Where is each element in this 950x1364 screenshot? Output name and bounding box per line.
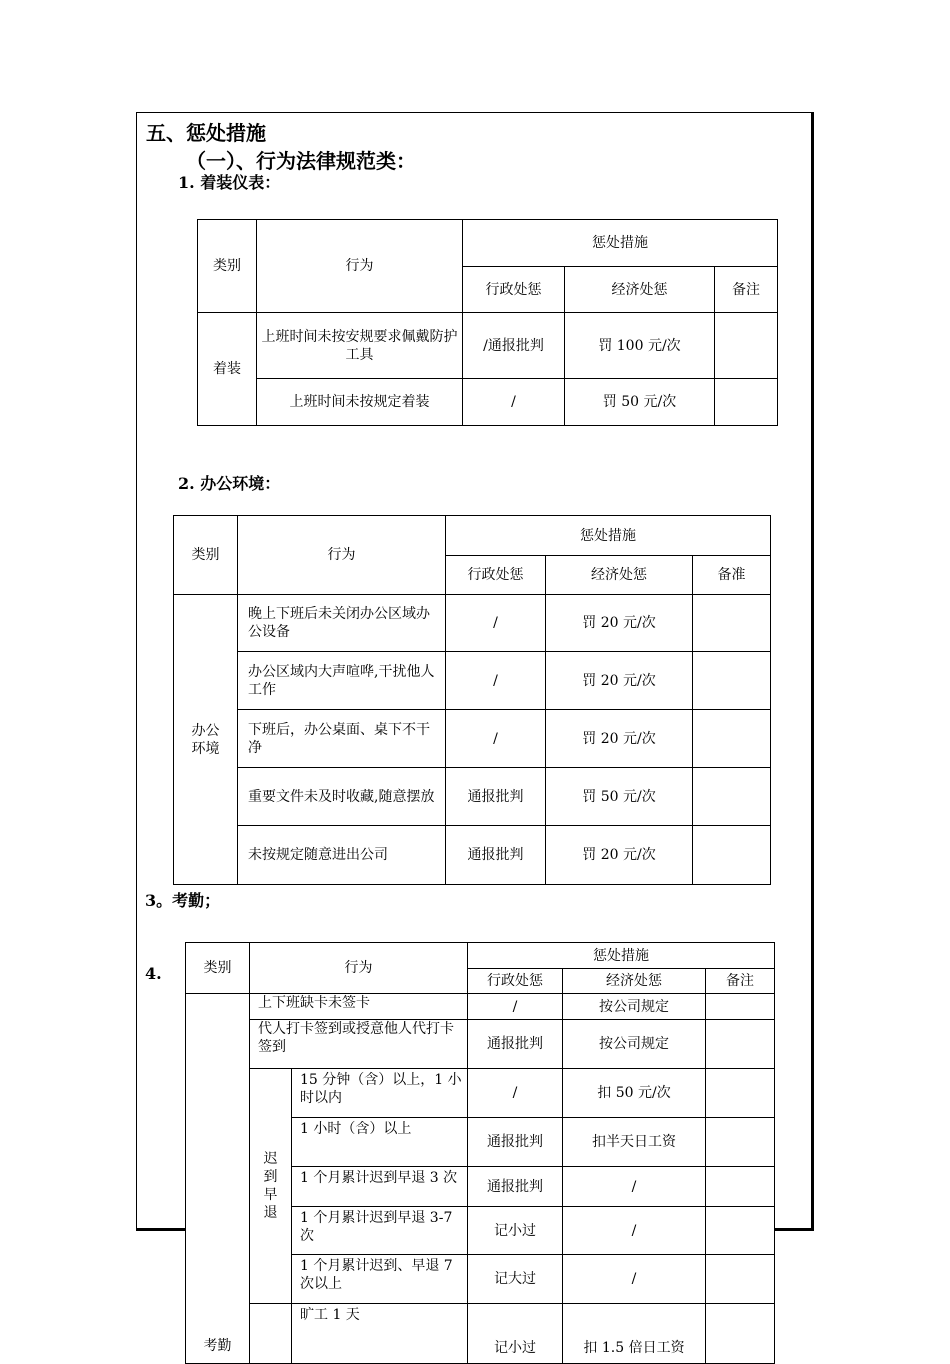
- behavior-cell: 晚上下班后未关闭办公区域办公设备: [238, 595, 446, 652]
- economic-cell: /: [563, 1167, 706, 1207]
- header-behavior: 行为: [250, 943, 468, 994]
- behavior-cell: 1 个月累计迟到早退 3 次: [292, 1167, 468, 1207]
- remark-cell: [706, 994, 775, 1020]
- admin-cell: /通报批判: [463, 313, 565, 379]
- header-measures: 惩处措施: [446, 516, 771, 556]
- behavior-cell: 重要文件未及时收藏,随意摆放: [238, 768, 446, 826]
- remark-cell: [693, 710, 771, 768]
- admin-cell: /: [463, 379, 565, 426]
- economic-cell: 罚 20 元/次: [546, 652, 693, 710]
- economic-cell: 按公司规定: [563, 994, 706, 1020]
- header-category: 类别: [198, 220, 257, 313]
- category-cell: 办公环境: [174, 595, 238, 885]
- header-remark: 备注: [715, 267, 778, 313]
- behavior-cell: 1 个月累计迟到、早退 7 次以上: [292, 1255, 468, 1304]
- behavior-cell: 上下班缺卡未签卡: [250, 994, 468, 1020]
- behavior-cell: 1 小时（含）以上: [292, 1118, 468, 1167]
- header-measures: 惩处措施: [463, 220, 778, 267]
- behavior-cell: 上班时间未按规定着装: [257, 379, 463, 426]
- behavior-cell: 1 个月累计迟到早退 3-7 次: [292, 1207, 468, 1255]
- header-admin: 行政处惩: [468, 969, 563, 994]
- remark-cell: [706, 1207, 775, 1255]
- economic-cell: 罚 20 元/次: [546, 826, 693, 885]
- admin-cell: 通报批判: [446, 826, 546, 885]
- remark-cell: [693, 768, 771, 826]
- economic-cell: 扣 50 元/次: [563, 1069, 706, 1118]
- behavior-cell: 未按规定随意进出公司: [238, 826, 446, 885]
- remark-cell: [693, 652, 771, 710]
- admin-cell: /: [468, 1069, 563, 1118]
- header-economic: 经济处惩: [563, 969, 706, 994]
- item4-label: 4.: [145, 964, 162, 983]
- economic-cell: 扣半天日工资: [563, 1118, 706, 1167]
- admin-cell: 通报批判: [468, 1167, 563, 1207]
- header-admin: 行政处惩: [446, 556, 546, 595]
- admin-cell: 记小过: [468, 1207, 563, 1255]
- remark-cell: [715, 313, 778, 379]
- header-economic: 经济处惩: [546, 556, 693, 595]
- admin-cell: 记小过: [468, 1304, 563, 1364]
- remark-cell: [706, 1255, 775, 1304]
- header-behavior: 行为: [238, 516, 446, 595]
- behavior-cell: 代人打卡签到或授意他人代打卡签到: [250, 1020, 468, 1069]
- admin-cell: 通报批判: [468, 1020, 563, 1069]
- late-early-group-cell: 迟到早退: [250, 1069, 292, 1304]
- economic-cell: 罚 100 元/次: [565, 313, 715, 379]
- remark-cell: [706, 1167, 775, 1207]
- admin-cell: 通报批判: [446, 768, 546, 826]
- economic-cell: /: [563, 1255, 706, 1304]
- header-remark: 备注: [706, 969, 775, 994]
- economic-cell: /: [563, 1207, 706, 1255]
- admin-cell: /: [446, 710, 546, 768]
- section-title: 五、惩处措施: [146, 121, 266, 145]
- admin-cell: 记大过: [468, 1255, 563, 1304]
- header-admin: 行政处惩: [463, 267, 565, 313]
- behavior-cell: 旷工 1 天: [292, 1304, 468, 1364]
- header-remark: 备准: [693, 556, 771, 595]
- behavior-cell: 办公区域内大声喧哗,干扰他人工作: [238, 652, 446, 710]
- remark-cell: [693, 826, 771, 885]
- category-cell: 着装: [198, 313, 257, 426]
- economic-cell: 罚 50 元/次: [546, 768, 693, 826]
- attire-penalty-table: [197, 219, 778, 426]
- behavior-cell: 下班后，办公桌面、桌下不干净: [238, 710, 446, 768]
- admin-cell: /: [446, 595, 546, 652]
- subsection-title: （一）、行为法律规范类：: [186, 149, 416, 173]
- item2-title: 2. 办公环境：: [178, 474, 281, 493]
- economic-cell: 罚 20 元/次: [546, 595, 693, 652]
- remark-cell: [706, 1020, 775, 1069]
- office-environment-penalty-table: [173, 515, 771, 885]
- remark-cell: [693, 595, 771, 652]
- economic-cell: 罚 50 元/次: [565, 379, 715, 426]
- admin-cell: /: [468, 994, 563, 1020]
- header-category: 类别: [186, 943, 250, 994]
- remark-cell: [706, 1069, 775, 1118]
- economic-cell: 罚 20 元/次: [546, 710, 693, 768]
- economic-cell: 按公司规定: [563, 1020, 706, 1069]
- header-measures: 惩处措施: [468, 943, 775, 969]
- behavior-cell: 上班时间未按安规要求佩戴防护工具: [257, 313, 463, 379]
- admin-cell: 通报批判: [468, 1118, 563, 1167]
- item3-title: 3。考勤；: [145, 891, 221, 910]
- economic-cell: 扣 1.5 倍日工资: [563, 1304, 706, 1364]
- admin-cell: /: [446, 652, 546, 710]
- attendance-penalty-table: [185, 942, 775, 1364]
- remark-cell: [706, 1304, 775, 1364]
- item1-title: 1. 着装仪表：: [178, 173, 281, 192]
- header-behavior: 行为: [257, 220, 463, 313]
- category-cell: 考勤: [186, 994, 250, 1364]
- header-economic: 经济处惩: [565, 267, 715, 313]
- remark-cell: [715, 379, 778, 426]
- remark-cell: [706, 1118, 775, 1167]
- header-category: 类别: [174, 516, 238, 595]
- behavior-cell: 15 分钟（含）以上，1 小时以内: [292, 1069, 468, 1118]
